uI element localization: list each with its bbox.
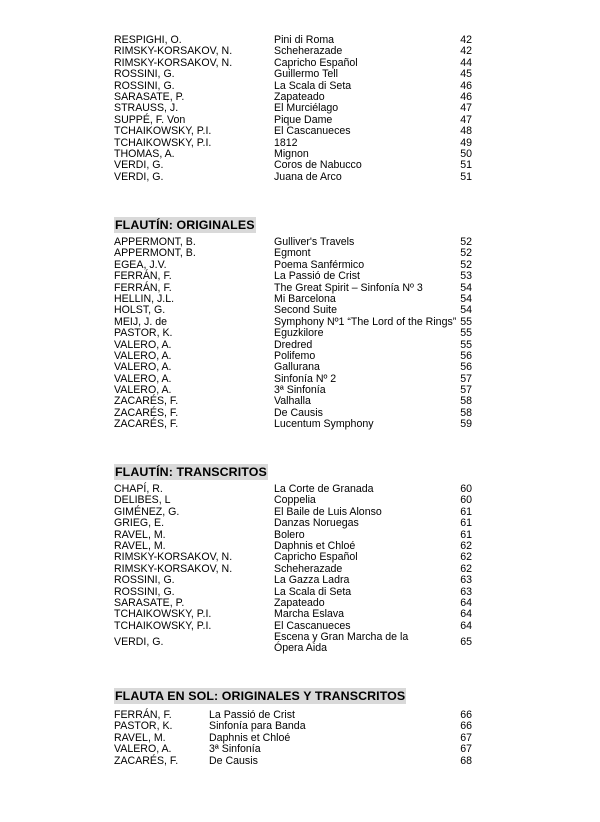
page-number: 48 [460,125,472,138]
work-title: El Murciélago [274,102,339,115]
work-title: Valhalla [274,395,311,408]
work-title: Mignon [274,147,309,160]
work-title: Symphony Nº1 “The Lord of the Rings” [274,315,457,328]
composer-name: GRIEG, E. [114,517,165,530]
composer-name: STRAUSS, J. [114,102,179,115]
page-number: 52 [460,236,472,248]
work-title: Second Suite [274,304,338,317]
composer-name: VALERO, A. [114,743,172,756]
index-entry [114,609,472,620]
composer-name: SUPPÉ, F. Von [114,113,186,126]
work-title: Scheherazade [274,562,343,575]
work-title: Daphnis et Chloé [274,539,356,552]
page-number: 66 [460,720,472,733]
work-title: Coppelia [274,494,316,507]
work-title: Escena y Gran Marcha de la Ópera Aida [274,631,409,655]
composer-name: ZACARÉS, F. [114,418,179,431]
index-entry [114,160,472,171]
work-title: Juana de Arco [274,170,342,183]
work-title: Capricho Español [274,551,358,564]
section-heading-flautin-transcritos: FLAUTÍN: TRANSCRITOS [115,465,267,479]
page-number: 56 [460,361,472,374]
composer-name: ZACARÉS, F. [114,406,179,419]
work-title: La Gazza Ladra [274,574,350,587]
index-entry [114,575,472,586]
page-number: 47 [460,113,472,126]
work-title: Sinfonía para Banda [209,720,306,733]
page-number: 59 [460,418,472,431]
page-number: 46 [460,79,472,92]
work-title: Zapateado [274,90,325,103]
composer-name: RIMSKY-KORSAKOV, N. [114,56,233,69]
index-list-continued [114,35,472,183]
composer-name: RIMSKY-KORSAKOV, N. [114,45,233,58]
work-title: El Cascanueces [274,125,351,138]
composer-name: VERDI, G. [114,170,164,183]
composer-name: ROSSINI, G. [114,585,175,598]
composer-name: ZACARÉS, F. [114,754,179,767]
composer-name: VERDI, G. [114,159,164,172]
page-number: 60 [460,494,472,507]
work-title: Dredred [274,338,313,351]
page-number: 54 [460,304,472,317]
work-title: The Great Spirit – Sinfonía Nº 3 [274,281,423,294]
work-title: Mi Barcelona [274,292,336,305]
composer-name: APPERMONT, B. [114,247,196,260]
composer-name: CHAPÍ, R. [114,483,163,495]
composer-name: SARASATE, P. [114,596,185,609]
page-number: 67 [460,731,472,744]
work-title: El Baile de Luis Alonso [274,505,382,518]
index-entry [114,362,472,373]
composer-name: ROSSINI, G. [114,68,175,81]
page-number: 63 [460,585,472,598]
work-title: Marcha Eslava [274,608,345,621]
page-number: 64 [460,608,472,621]
work-title: Scheherazade [274,45,343,58]
composer-name: MEIJ, J. de [114,315,167,328]
work-title: Gallurana [274,361,320,374]
page-number: 64 [460,596,472,609]
work-title: La Scala di Seta [274,79,352,92]
work-title: De Causis [274,406,323,419]
index-entry [114,271,472,282]
composer-name: TCHAIKOWSKY, P.I. [114,608,212,621]
page-number: 61 [460,517,472,530]
page-number: 47 [460,102,472,115]
index-list-flauta-en-sol [114,710,472,767]
index-entry [114,756,472,767]
composer-name: VERDI, G. [114,636,164,649]
composer-name: ROSSINI, G. [114,79,175,92]
work-title: La Corte de Granada [274,483,374,495]
page-number: 51 [460,170,472,183]
composer-name: THOMAS, A. [114,147,175,160]
composer-name: TCHAIKOWSKY, P.I. [114,136,212,149]
composer-name: RIMSKY-KORSAKOV, N. [114,551,233,564]
index-entry [114,632,472,654]
composer-name: RAVEL, M. [114,539,166,552]
composer-name: PASTOR, K. [114,327,173,340]
page-number: 60 [460,483,472,495]
page-number: 44 [460,56,472,69]
composer-name: TCHAIKOWSKY, P.I. [114,619,212,632]
composer-name: APPERMONT, B. [114,236,196,248]
work-title: Bolero [274,528,305,541]
index-entry [114,69,472,80]
composer-name: DELIBES, L [114,494,171,507]
composer-name: PASTOR, K. [114,720,173,733]
composer-name: TCHAIKOWSKY, P.I. [114,125,212,138]
composer-name: RESPIGHI, O. [114,34,182,46]
page-number: 42 [460,45,472,58]
page-number: 68 [460,754,472,767]
composer-name: GIMÉNEZ, G. [114,505,180,518]
page-number: 42 [460,34,472,46]
page-number: 64 [460,619,472,632]
composer-name: FERRÁN, F. [114,709,172,721]
composer-name: VALERO, A. [114,349,172,362]
composer-name: RAVEL, M. [114,731,166,744]
index-entry [114,172,472,183]
index-entry [114,744,472,755]
work-title: Pique Dame [274,113,333,126]
work-title: 3ª Sinfonía [209,743,261,756]
composer-name: HELLIN, J.L. [114,292,175,305]
page-number: 52 [460,247,472,260]
section-heading-flauta-en-sol: FLAUTA EN SOL: ORIGINALES Y TRANSCRITOS [115,689,406,703]
composer-name: RAVEL, M. [114,528,166,541]
page-number: 54 [460,281,472,294]
page-number: 54 [460,292,472,305]
composer-name: ROSSINI, G. [114,574,175,587]
work-title: Sinfonía Nº 2 [274,372,337,385]
work-title: Danzas Noruegas [274,517,359,530]
work-title: 3ª Sinfonía [274,384,326,397]
page-number: 66 [460,709,472,721]
composer-name: FERRÁN, F. [114,281,172,294]
composer-name: VALERO, A. [114,372,172,385]
work-title: La Passió de Crist [274,270,360,283]
page-number: 55 [460,315,472,328]
index-entry [114,126,472,137]
work-title: La Scala di Seta [274,585,352,598]
work-title: Capricho Español [274,56,358,69]
composer-name: SARASATE, P. [114,90,185,103]
work-title: Eguzkilore [274,327,324,340]
page-number: 58 [460,395,472,408]
page-number: 55 [460,338,472,351]
work-title: Daphnis et Chloé [209,731,291,744]
work-title: Guillermo Tell [274,68,338,81]
work-title: El Cascanueces [274,619,351,632]
work-title: Egmont [274,247,311,260]
index-entry [114,328,472,339]
page-number: 62 [460,551,472,564]
work-title: 1812 [274,136,298,149]
work-title: Zapateado [274,596,325,609]
page-number: 46 [460,90,472,103]
composer-name: FERRÁN, F. [114,270,172,283]
page-number: 49 [460,136,472,149]
composer-name: VALERO, A. [114,384,172,397]
work-title: Gulliver's Travels [274,236,355,248]
page-number: 62 [460,562,472,575]
page-number: 52 [460,258,472,271]
page-number: 67 [460,743,472,756]
work-title: De Causis [209,754,258,767]
work-title: Polifemo [274,349,316,362]
composer-name: EGEA, J.V. [114,258,167,271]
composer-name: RIMSKY-KORSAKOV, N. [114,562,233,575]
composer-name: VALERO, A. [114,361,172,374]
composer-name: HOLST, G. [114,304,166,317]
page-number: 56 [460,349,472,362]
work-title: Pini di Roma [274,34,335,46]
page-number: 51 [460,159,472,172]
page-number: 58 [460,406,472,419]
index-entry [114,419,472,430]
index-list-flautin-transcritos [114,484,472,654]
page-number: 57 [460,372,472,385]
section-heading-flautin-originales: FLAUTÍN: ORIGINALES [115,218,255,232]
index-list-flautin-originales [114,237,472,431]
page-number: 57 [460,384,472,397]
page-number: 55 [460,327,472,340]
work-title: La Passió de Crist [209,709,295,721]
composer-name: VALERO, A. [114,338,172,351]
page-number: 50 [460,147,472,160]
page-number: 53 [460,270,472,283]
page-number: 45 [460,68,472,81]
page-number: 63 [460,574,472,587]
work-title: Coros de Nabucco [274,159,362,172]
work-title: Lucentum Symphony [274,418,374,431]
page-number: 61 [460,528,472,541]
page-number: 65 [460,636,472,649]
page-number: 61 [460,505,472,518]
index-entry [114,721,472,732]
page-number: 62 [460,539,472,552]
index-entry [114,518,472,529]
composer-name: ZACARÉS, F. [114,395,179,408]
work-title: Poema Sanférmico [274,258,365,271]
